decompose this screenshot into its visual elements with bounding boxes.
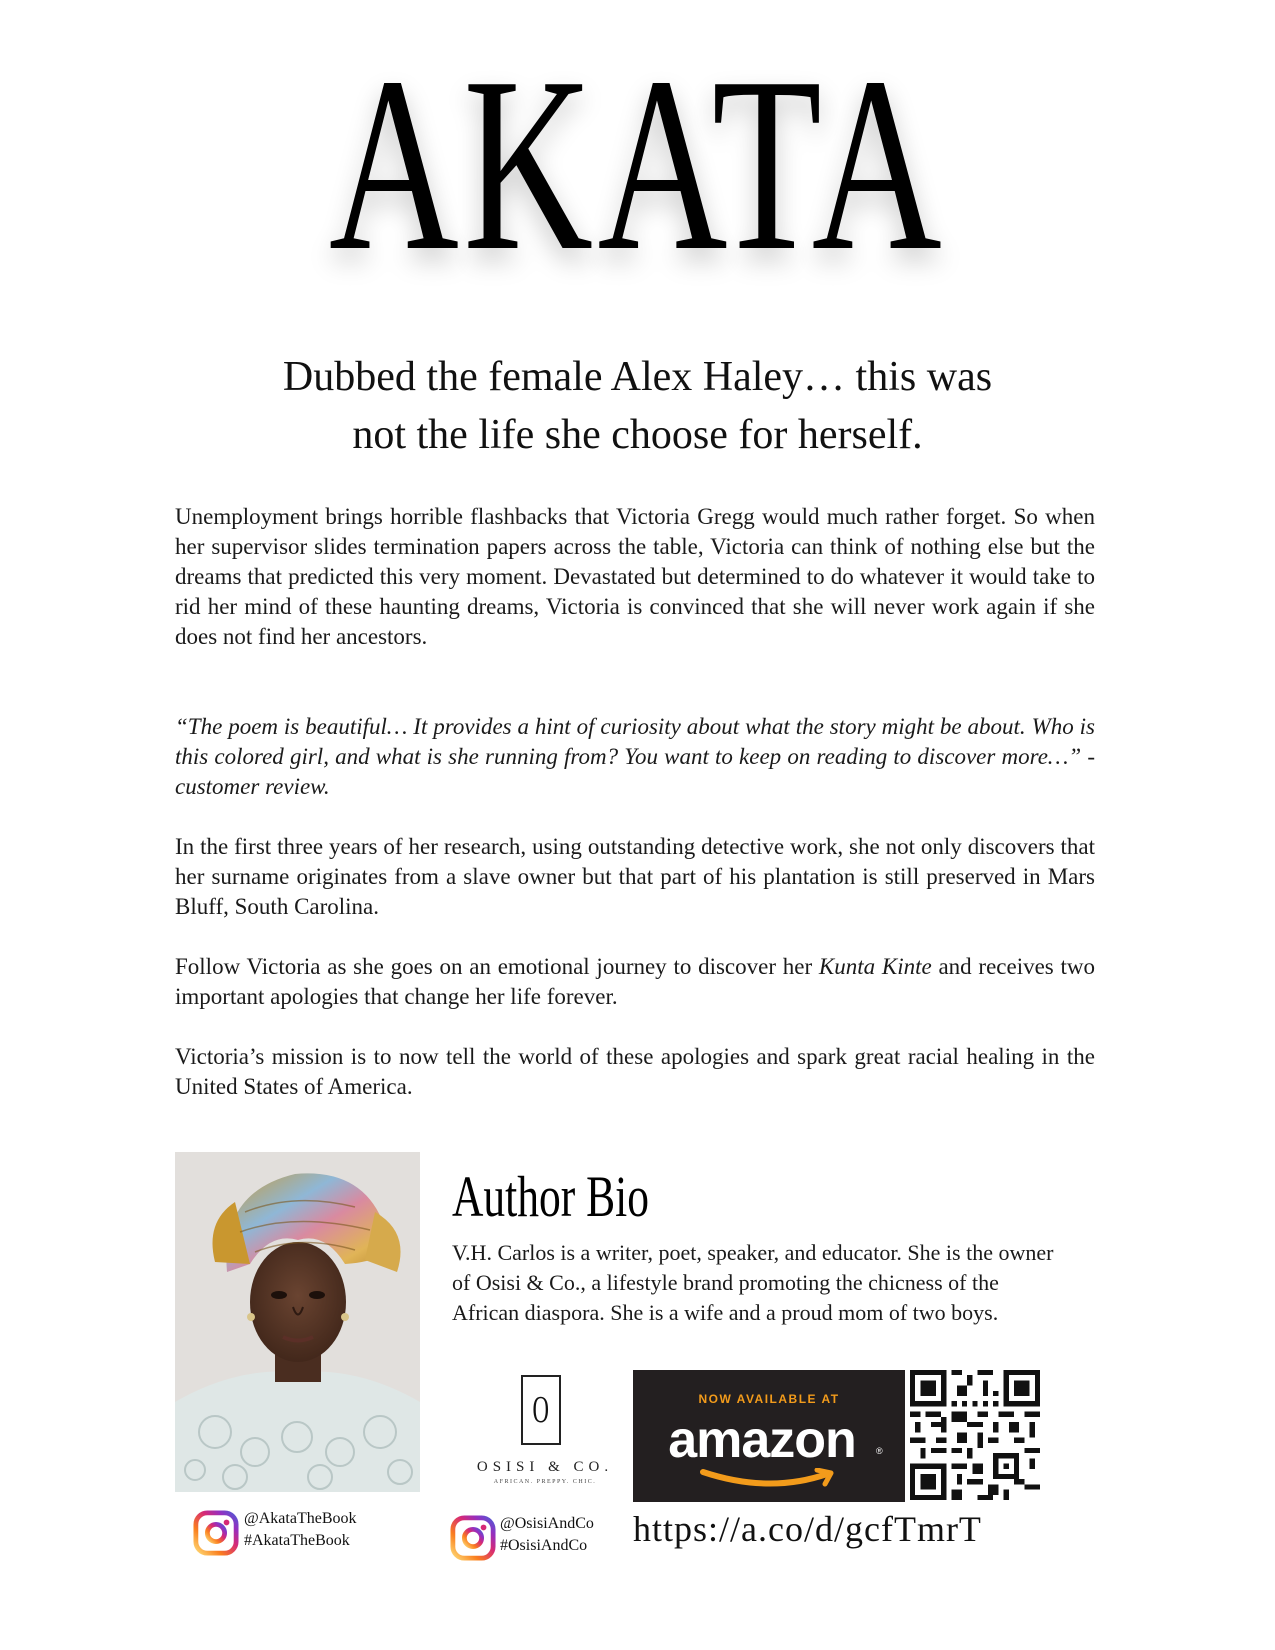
amazon-wordmark: amazon bbox=[668, 1411, 856, 1469]
osisi-monogram-letter: O bbox=[532, 1389, 550, 1431]
author-photo bbox=[175, 1152, 420, 1492]
osisi-logo bbox=[455, 1375, 635, 1490]
book-instagram-handle[interactable]: @AkataTheBook bbox=[244, 1510, 357, 1527]
brand-instagram-handle[interactable]: @OsisiAndCo bbox=[500, 1515, 594, 1532]
customer-review-quote: “The poem is beautiful… It provides a hint of curiosity about what the story might be about. Who is this colored girl, and what is she running from? You want to keep on reading to discover more…” - customer review. bbox=[175, 714, 1095, 799]
book-title: AKATA bbox=[328, 26, 947, 303]
description-paragraph-5: Victoria’s mission is to now tell the world of these apologies and spark great racial healing in the United States of America. bbox=[175, 1044, 1095, 1099]
amazon-smile-arrow-icon bbox=[699, 1468, 839, 1490]
osisi-brand-name: OSISI & CO. bbox=[476, 1459, 614, 1475]
book-hashtag[interactable]: #AkataTheBook bbox=[244, 1532, 350, 1549]
description-paragraph-1: Unemployment brings horrible flashbacks that Victoria Gregg would much rather forget. So when her supervisor slides termination papers across the table, Victoria can think of nothing else but the dreams that predicted this very moment. Devastated but determined to do whatever it would take to rid her mind of these haunting dreams, Victoria is convinced that she will never work again if she does not find her ancestors. bbox=[175, 504, 1095, 649]
brand-hashtag[interactable]: #OsisiAndCo bbox=[500, 1537, 588, 1554]
instagram-icon[interactable] bbox=[450, 1515, 496, 1561]
instagram-icon[interactable] bbox=[193, 1510, 239, 1556]
amazon-now-available: NOW AVAILABLE AT bbox=[698, 1392, 840, 1406]
paragraph-4-start: Follow Victoria as she goes on an emotional journey to discover her bbox=[175, 954, 819, 979]
tagline-line-1: Dubbed the female Alex Haley… this was bbox=[282, 354, 993, 400]
paragraph-4-end: and receives two important apologies that change her life forever. bbox=[175, 954, 1096, 1009]
tagline-line-2: not the life she choose for herself. bbox=[352, 412, 923, 458]
description-paragraph-4 bbox=[175, 952, 1095, 1012]
description-paragraph-3: In the first three years of her research, using outstanding detective work, she not only discovers that her surname originates from a slave owner but that part of his plantation is still preserved in Mars Bluff, South Carolina. bbox=[175, 834, 1095, 919]
author-bio-text: V.H. Carlos is a writer, poet, speaker, and educator. She is the owner of Osisi & Co., a lifestyle brand promoting the chicness of the African diaspora. She is a wife and a proud mom of two boys. bbox=[452, 1240, 1054, 1325]
amazon-badge[interactable] bbox=[633, 1370, 905, 1502]
kunta-kinte-emphasis: Kunta Kinte bbox=[818, 954, 932, 979]
osisi-monogram bbox=[521, 1375, 561, 1445]
amazon-registered-mark: ® bbox=[876, 1446, 883, 1456]
brand-social-handles bbox=[500, 1513, 594, 1557]
qr-code-icon[interactable] bbox=[910, 1370, 1040, 1500]
author-bio-heading: Author Bio bbox=[452, 1164, 649, 1229]
osisi-tagline: AFRICAN. PREPPY. CHIC. bbox=[493, 1479, 597, 1485]
amazon-link[interactable]: https://a.co/d/gcfTmrT bbox=[633, 1509, 982, 1549]
tagline bbox=[150, 348, 1125, 464]
book-social-handles bbox=[244, 1508, 356, 1552]
